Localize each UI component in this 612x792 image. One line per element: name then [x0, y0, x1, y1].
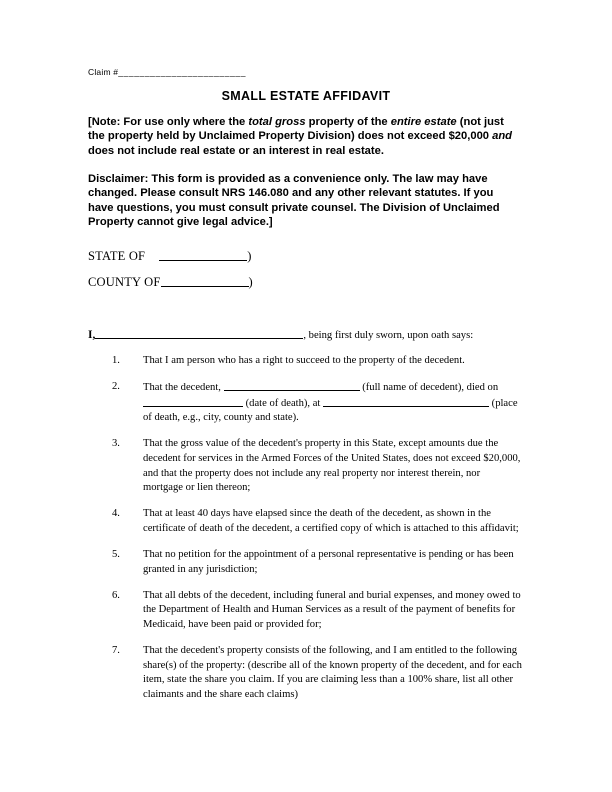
item-2-text-3: (date of death), at	[243, 397, 324, 409]
note-italic-and: and	[492, 130, 513, 143]
disclaimer-paragraph: Disclaimer: This form is provided as a convenience only. The law may have changed. Please consult NRS 146.080 and any other relevant statutes. If you have questions, you must consult private counsel. The Division of Unclaimed Property cannot give legal advice.]	[88, 173, 500, 229]
county-of-line	[88, 275, 253, 290]
county-of-paren: )	[248, 275, 253, 289]
affiant-suffix: , being first duly sworn, upon oath says:	[303, 330, 474, 341]
note-segment-3: (not just the property held by Unclaimed Property Division) does not exceed $20,000	[88, 116, 504, 143]
item-5-text: That no petition for the appointment of a personal representative is pending or has been granted in any jurisdiction;	[143, 548, 514, 575]
list-item	[0, 437, 612, 495]
item-text	[143, 644, 522, 702]
item-number: 6.	[112, 589, 120, 601]
note-segment-1: [Note: For use only where the	[88, 116, 249, 128]
list-item	[0, 644, 612, 702]
item-number: 7.	[112, 644, 120, 656]
note-italic-entire-estate: entire estate	[390, 116, 457, 128]
note-segment-2: property of the	[305, 116, 391, 128]
claim-number-blank[interactable]: ________________________	[118, 67, 247, 77]
item-number: 3.	[112, 438, 120, 450]
affiant-line	[88, 328, 473, 341]
note-italic-total-gross: total gross	[248, 116, 306, 128]
item-number: 1.	[112, 355, 120, 366]
note-paragraph	[88, 115, 520, 158]
county-of-label: COUNTY OF	[88, 275, 161, 289]
item-number: 2.	[112, 381, 120, 393]
state-of-label: STATE OF	[88, 249, 146, 263]
list-item	[0, 589, 612, 633]
item-text	[143, 589, 522, 633]
affiant-prefix: I,	[88, 329, 96, 341]
list-item	[0, 354, 612, 369]
item-text	[143, 507, 522, 536]
item-7-text: That the decedent's property consists of the following, and I am entitled to the following share(s) of the property: (describe all of the known property of the decedent, and for each item, state the share you claim. If you are claiming less than a 100% share, list all other claimants and the share each claims)	[143, 644, 522, 700]
item-2-text-1: That the decedent,	[143, 382, 224, 394]
state-of-blank[interactable]	[159, 249, 247, 261]
decedent-name-blank[interactable]	[224, 380, 360, 391]
claim-number-label: Claim #	[88, 67, 119, 77]
state-of-paren: )	[247, 249, 252, 263]
list-item	[0, 380, 612, 426]
item-number: 5.	[112, 548, 120, 560]
date-of-death-blank[interactable]	[143, 396, 243, 407]
item-text	[143, 354, 522, 369]
item-3-text: That the gross value of the decedent's property in this State, except amounts due the decedent for services in the Armed Forces of the United States, does not exceed $20,000, and that the property does not include any real property nor interest therein, nor mortgage or lien thereon;	[143, 438, 521, 494]
item-2-text-4: (place of death, e.g., city, county and state).	[143, 397, 518, 424]
item-number: 4.	[112, 508, 120, 520]
item-4-text: That at least 40 days have elapsed since the death of the decedent, as shown in the certificate of death of the decedent, a certified copy of which is attached to this affidavit;	[143, 508, 519, 534]
note-segment-4: does not include real estate or an interest in real estate.	[88, 144, 384, 157]
claim-number-line	[88, 67, 246, 77]
item-text	[143, 380, 522, 426]
item-text	[143, 437, 522, 495]
item-6-text: That all debts of the decedent, including funeral and burial expenses, and money owed to the Department of Health and Human Services as a result of the payment of benefits for Medicaid, have been paid or provided for;	[143, 589, 521, 630]
page-title: SMALL ESTATE AFFIDAVIT	[221, 89, 391, 103]
item-1-text: That I am person who has a right to succeed to the property of the decedent.	[143, 355, 465, 366]
affiant-name-blank[interactable]	[95, 328, 303, 339]
state-of-line	[88, 249, 251, 264]
item-text	[143, 548, 522, 577]
list-item	[0, 507, 612, 536]
county-of-blank[interactable]	[161, 275, 249, 287]
place-of-death-blank[interactable]	[323, 396, 489, 407]
affidavit-statements-list	[0, 354, 612, 714]
item-2-text-2: (full name of decedent), died on	[359, 382, 499, 394]
list-item	[0, 548, 612, 577]
